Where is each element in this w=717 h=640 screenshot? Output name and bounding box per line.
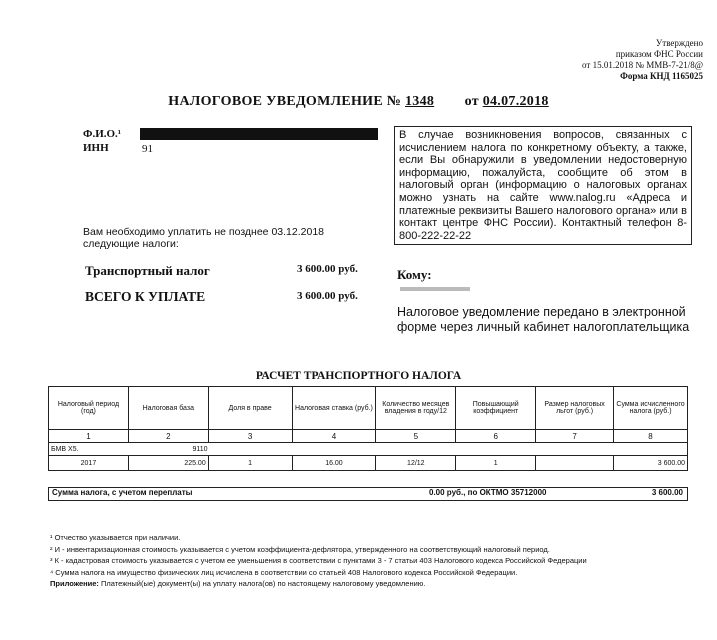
recipient-label: Кому: (397, 267, 432, 282)
fio-label: Ф.И.О.¹ (83, 128, 122, 140)
table-header: Доля в праве (208, 387, 292, 430)
cell-months: 12/12 (376, 456, 456, 471)
column-number: 1 (49, 430, 129, 443)
table-row (49, 456, 688, 471)
table-header: Налоговая ставка (руб.) (292, 387, 376, 430)
column-number: 3 (208, 430, 292, 443)
tax-amount: 3 600.00 руб. (297, 263, 358, 275)
cell-share: 1 (208, 456, 292, 471)
calc-title: РАСЧЕТ ТРАНСПОРТНОГО НАЛОГА (255, 370, 462, 382)
column-number: 5 (376, 430, 456, 443)
notice-number: 1348 (404, 94, 435, 109)
page-title (0, 94, 717, 110)
footnote-4: ⁴ Сумма налога на имущество физических лиц исчислена в соответствии со статьей 408 Налогового кодекса Российской Федерации. (50, 567, 518, 577)
total-amount: 3 600.00 руб. (297, 290, 358, 302)
notice-date: 04.07.2018 (482, 94, 549, 109)
column-number: 2 (128, 430, 208, 443)
vehicle-row (49, 443, 688, 456)
column-number: 4 (292, 430, 376, 443)
inn-value: 91 (142, 143, 153, 155)
appendix-text: Платежный(ые) документ(ы) на уплату налога(ов) по настоящему налоговому уведомлению. (101, 579, 426, 588)
table-header: Количество месяцев владения в году/12 (376, 387, 456, 430)
table-header: Сумма исчисленного налога (руб.) (614, 387, 688, 430)
approved-line-2: приказом ФНС России (615, 49, 703, 59)
footnotes (50, 532, 587, 590)
column-number-row (49, 430, 688, 443)
title-prefix: НАЛОГОВОЕ УВЕДОМЛЕНИЕ № (168, 94, 402, 109)
tax-name: Транспортный налог (85, 263, 210, 278)
sum-total: 3 600.00 (651, 488, 683, 497)
tax-calc-table (48, 386, 688, 471)
electronic-delivery-note: Налоговое уведомление передано в электронной форме через личный кабинет налогоплательщика (397, 305, 690, 334)
footnote-1: ¹ Отчество указывается при наличии. (50, 533, 181, 542)
footnote-3: ³ К - кадастровая стоимость указывается с учетом ее уменьшения в соответствии с пунктами 3 - 7 статьи 403 Налогового кодекса Российской Федерации (50, 556, 587, 565)
payment-line-2: следующие налоги: (83, 238, 179, 250)
approved-line-3: от 15.01.2018 № ММВ-7-21/8@ (582, 60, 703, 70)
table-header: Размер налоговых льгот (руб.) (536, 387, 614, 430)
redacted-recipient (400, 287, 470, 291)
table-header-row (49, 387, 688, 430)
payment-line-1: Вам необходимо уплатить не позднее 03.12.2018 (83, 226, 324, 238)
vehicle-cell (49, 443, 688, 456)
cell-rate: 16.00 (292, 456, 376, 471)
table-header: Налоговый период (год) (49, 387, 129, 430)
person-labels (83, 127, 121, 155)
cell-coefficient: 1 (456, 456, 536, 471)
appendix (50, 578, 587, 590)
column-number: 7 (536, 430, 614, 443)
sum-oktmo: 0.00 руб., по ОКТМО 35712000 (429, 488, 547, 497)
inn-label: ИНН (83, 142, 109, 154)
cell-benefits (536, 456, 614, 471)
cell-tax: 3 600.00 (614, 456, 688, 471)
vehicle-code: 9110 (192, 445, 208, 453)
appendix-label: Приложение: (50, 579, 99, 588)
approval-stamp (582, 38, 703, 82)
footnote-2: ² И - инвентаризационная стоимость указывается с учетом коэффициента-дефлятора, утвержденного на соответствующий налоговый период. (50, 544, 550, 554)
payment-deadline (83, 226, 324, 250)
approved-line-1: Утверждено (655, 38, 703, 48)
sum-row (48, 487, 688, 501)
redacted-name (140, 128, 378, 140)
date-prefix: от (464, 94, 479, 109)
column-number: 6 (456, 430, 536, 443)
vehicle-model: БМВ X5. (51, 445, 79, 453)
column-number: 8 (614, 430, 688, 443)
contact-info-box: В случае возникновения вопросов, связанных с исчислением налога по конкретному объекту, а также, если Вы обнаружили в уведомлении недостоверную информацию, пожалуйста, сообщите об этом в налоговый орган (информацию о налоговых органах можно узнать на сайте www.nalog.ru «Адреса и платежные реквизиты Вашего налогового органа» или в контакт центре ФНС России). Контактный телефон 8-800-222-22-22 (394, 126, 692, 245)
total-label: ВСЕГО К УПЛАТЕ (85, 289, 206, 304)
table-header: Налоговая база (128, 387, 208, 430)
table-header: Повышающий коэффициент (456, 387, 536, 430)
cell-base: 225.00 (128, 456, 208, 471)
cell-period: 2017 (49, 456, 129, 471)
form-code: Форма КНД 1165025 (620, 71, 703, 81)
sum-label: Сумма налога, с учетом переплаты (52, 488, 193, 497)
